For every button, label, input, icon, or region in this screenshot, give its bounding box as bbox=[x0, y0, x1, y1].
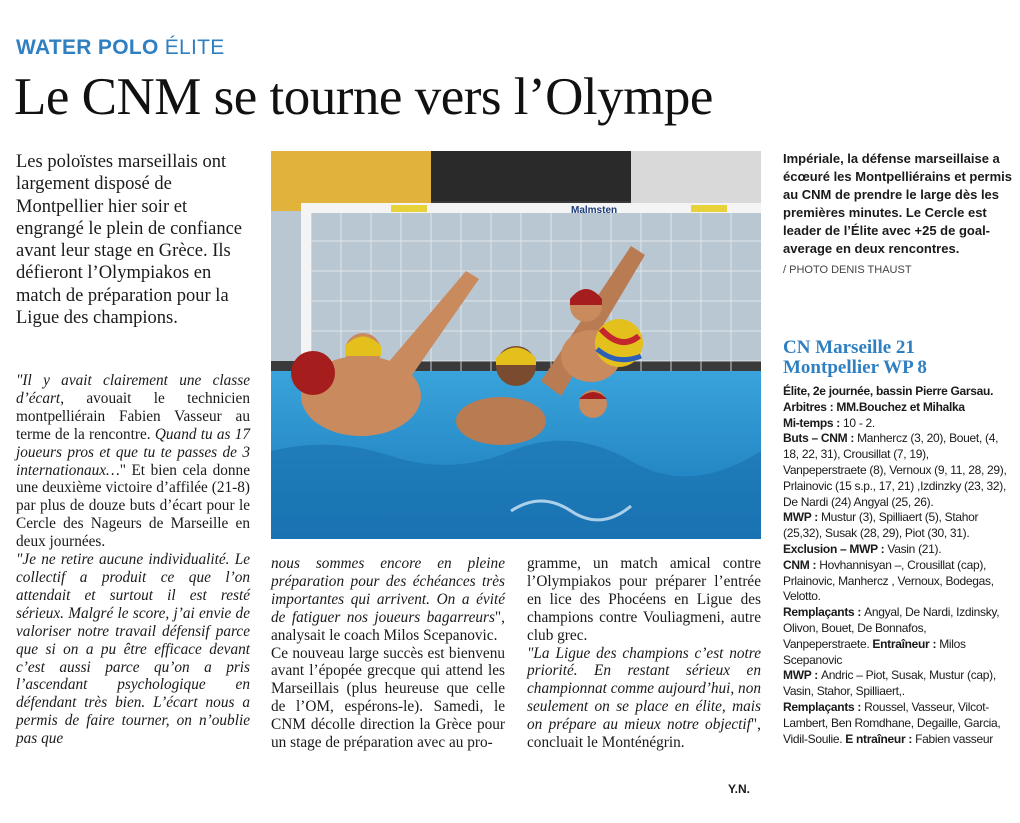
cnm-lineup-value: Hovhannisyan –, Crousillat (cap), Prlainovic, Manhercz , Vernoux, Bodegas, Velotto. bbox=[783, 557, 994, 604]
quote-text: nous sommes encore en pleine préparation pour des échéances très importantes qui arrivent. On a évité de fatiguer nos joueurs bagarreurs bbox=[271, 555, 505, 626]
kicker-section: WATER POLO bbox=[16, 36, 159, 59]
cnm-coach-label: Entraîneur : bbox=[872, 636, 940, 651]
photo-credit: / PHOTO DENIS THAUST bbox=[783, 264, 912, 276]
cnm-lineup-label: CNM : bbox=[783, 557, 820, 572]
goals-mwp-label: MWP : bbox=[783, 510, 821, 525]
kicker-division: ÉLITE bbox=[164, 36, 225, 59]
cnm-subs-value: Angyal, De Nardi, Izdinsky, Olivon, Bouet, De Bonnafos, Vanpeperstraete. bbox=[783, 605, 1000, 651]
mwp-coach-label: E ntraîneur : bbox=[845, 731, 916, 746]
water-polo-photo-illustration bbox=[271, 151, 761, 539]
body-text: ", concluait le Monténégrin. bbox=[527, 716, 761, 752]
score-away: Montpellier WP 8 bbox=[783, 357, 927, 378]
referees-value: MM.Bouchez et Mihalka bbox=[836, 399, 965, 414]
goals-cnm-label: Buts – CNM : bbox=[783, 431, 858, 446]
cnm-subs-label: Remplaçants : bbox=[783, 605, 865, 620]
article-column-2 bbox=[271, 555, 505, 752]
cnm-coach-value: Milos Scepanovic bbox=[783, 636, 966, 667]
headline: Le CNM se tourne vers l’Olympe bbox=[14, 68, 713, 126]
banner-text: Malmsten bbox=[571, 205, 618, 216]
exclusion-label: Exclusion – MWP : bbox=[783, 541, 888, 556]
referees-label: Arbitres : bbox=[783, 399, 837, 414]
body-text: " Et bien cela donne une deuxième victoire d’affilée (21-8) par plus de douze buts d’écart pour le Cercle des Nageurs de Marseille en deux journées. bbox=[16, 461, 250, 551]
mwp-subs-value: Roussel, Vasseur, Vilcot-Lambert, Ben Romdhane, Degaille, Garcia, Vidil-Soulie. bbox=[783, 699, 1001, 746]
body-text: , avouait le technicien montpelliérain Fabien Vasseur au terme de la rencontre. bbox=[16, 389, 250, 443]
exclusion-value: Vasin (21). bbox=[887, 541, 942, 556]
match-score bbox=[783, 338, 927, 378]
halftime-value: 10 - 2. bbox=[843, 415, 875, 430]
photo-caption: Impériale, la défense marseillaise a écœuré les Montpelliérains et permis au CNM de prendre le large dès les premières minutes. Le Cercle est leader de l’Élite avec +25 de goal-average en deux rencontres. bbox=[783, 151, 1013, 256]
goals-cnm-value: Manhercz (3, 20), Bouet, (4, 18, 22, 31), Crousillat (7, 19), Vanpeperstraete (8), Vernoux (9, 11, 28, 29), Prlainovic (15 s.p., 17, 21) ,Izdinzky (23, 32), De Nardi (24) Angyal (25, 26). bbox=[783, 431, 1007, 509]
mwp-lineup-value: Andric – Piot, Susak, Mustur (cap), Vasin, Stahor, Spilliaert,. bbox=[783, 668, 996, 699]
author-signature: Y.N. bbox=[728, 782, 751, 796]
article-column-1 bbox=[16, 372, 250, 748]
mwp-coach-value: Fabien vasseur bbox=[915, 731, 993, 746]
match-photo bbox=[271, 151, 761, 539]
body-text: gramme, un match amical contre l’Olympiakos pour préparer l’entrée en lice des Phocéens en Ligue des champions contre Vouliagmeni, autre club grec. bbox=[527, 555, 761, 644]
section-kicker bbox=[16, 36, 225, 60]
article-column-3 bbox=[527, 555, 761, 752]
competition-line: Élite, 2e journée, bassin Pierre Garsau. bbox=[783, 384, 994, 398]
mwp-lineup-label: MWP : bbox=[783, 668, 821, 683]
mwp-subs-label: Remplaçants : bbox=[783, 699, 865, 714]
score-home: CN Marseille 21 bbox=[783, 337, 915, 358]
quote-text: Quand tu as 17 joueurs pros et que tu te passes de 3 internationaux… bbox=[16, 425, 250, 479]
halftime-label: Mi-temps : bbox=[783, 415, 844, 430]
goals-mwp-value: Mustur (3), Spilliaert (5), Stahor (25,32), Susak (28, 29), Piot (30, 31). bbox=[783, 510, 979, 541]
article-lead: Les poloïstes marseillais ont largement disposé de Montpellier hier soir et engrangé le plein de confiance avant leur stage en Grèce. Ils défieront l’Olympiakos en match de préparation pour la Ligue des champions. bbox=[16, 152, 242, 329]
body-text: Ce nouveau large succès est bienvenu avant l’épopée grecque qui attend les Marseillais (plus heureuse que celle de l’OM, espérons-le). Samedi, le CNM décolle direction la Grèce pour un stage de préparation avec au pro- bbox=[271, 644, 505, 752]
body-text: ", analysait le coach Milos Scepanovic. bbox=[271, 608, 505, 644]
quote-text: "La Ligue des champions c’est notre priorité. En restant sérieux en championnat comme aujourd’hui, non seulement on se place en élite, mais on prépare au mieux notre objectif bbox=[527, 644, 761, 734]
quote-text: "Il y avait clairement une classe d’écart bbox=[16, 372, 250, 407]
match-factsheet bbox=[783, 384, 1015, 747]
quote-text: "Je ne retire aucune individualité. Le collectif a produit ce que l’on attendait et surtout il est resté sérieux. Malgré le score, j’ai envie de valoriser notre travail défensif parce que si on a pu être efficace devant c’est aussi parce qu’on a pris l’ascendant psychologique en défendant très bien. L’écart nous a permis de faire tourner, on n’oublie pas que bbox=[16, 551, 250, 748]
